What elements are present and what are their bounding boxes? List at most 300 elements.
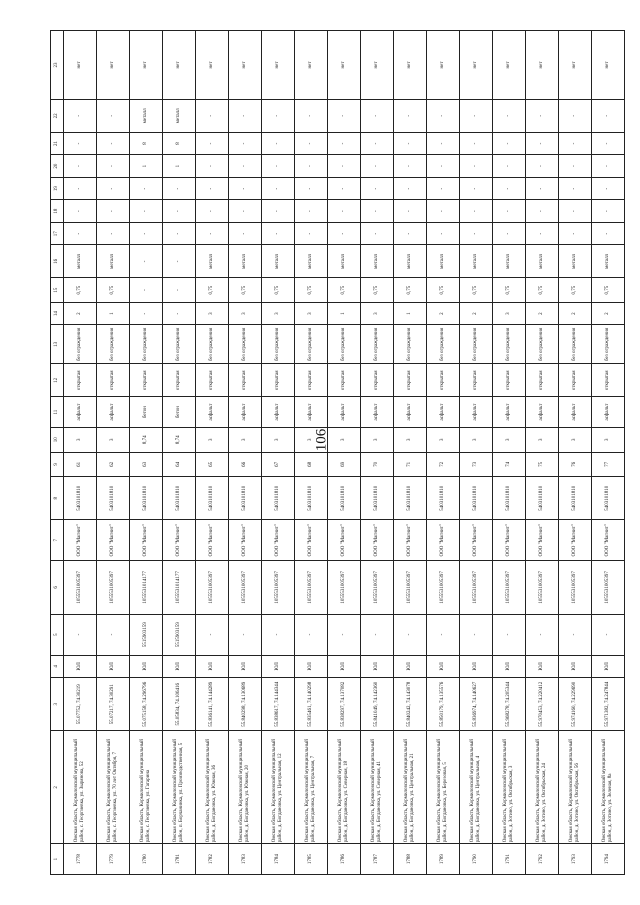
table-cell: без ограждения xyxy=(64,325,97,364)
table-cell: 1779 xyxy=(97,844,130,875)
table-cell: ЮЛ xyxy=(163,655,196,678)
table-cell: 2 xyxy=(64,302,97,325)
table-cell: металл xyxy=(163,99,196,132)
column-number-row xyxy=(51,31,64,875)
table-cell: 5403101810 xyxy=(592,477,625,520)
table-cell: - xyxy=(64,200,97,223)
column-number: 18 xyxy=(51,200,64,223)
table-cell: - xyxy=(427,614,460,655)
table-cell: без ограждения xyxy=(295,325,328,364)
table-cell: 63 xyxy=(130,452,163,477)
table-cell: асфальт xyxy=(592,397,625,428)
table-cell: - xyxy=(163,245,196,278)
table-cell: 0,75 xyxy=(64,278,97,303)
table-cell: 1780 xyxy=(130,844,163,875)
table-cell: асфальт xyxy=(295,397,328,428)
table-cell: открытая xyxy=(559,364,592,397)
table-cell: - xyxy=(229,155,262,178)
table-cell: асфальт xyxy=(229,397,262,428)
table-cell: открытая xyxy=(427,364,460,397)
table-cell: - xyxy=(262,200,295,223)
table-cell: - xyxy=(526,155,559,178)
table-cell: 1786 xyxy=(328,844,361,875)
table-cell: ООО "Магнит" xyxy=(559,520,592,561)
table-cell: асфальт xyxy=(526,397,559,428)
table-cell: нет xyxy=(361,31,394,100)
table-cell: 55.968278, 74.205344 xyxy=(493,678,526,731)
table-cell: 1055531005397 xyxy=(64,561,97,614)
table-cell: асфальт xyxy=(262,397,295,428)
table-cell: асфальт xyxy=(493,397,526,428)
table-cell: 62 xyxy=(97,452,130,477)
table-cell: - xyxy=(526,222,559,245)
table-cell: металл xyxy=(394,245,427,278)
table-cell: ЮЛ xyxy=(328,655,361,678)
address-cell: Омская область, Кормиловский муниципальный район, с. Георгиевка, ул. Гагарина xyxy=(130,731,163,844)
table-cell: металл xyxy=(427,245,460,278)
column-number: 9 xyxy=(51,452,64,477)
table-cell: без ограждения xyxy=(493,325,526,364)
address-cell: Омская область, Кормиловский муниципальный район, с. Георгиевка, ул. 70 лет Октября, 7 xyxy=(97,731,130,844)
table-row xyxy=(196,31,229,875)
table-cell: без ограждения xyxy=(592,325,625,364)
table-cell: открытая xyxy=(328,364,361,397)
table-cell: 1 xyxy=(394,302,427,325)
table-cell: асфальт xyxy=(394,397,427,428)
table-cell: 1055531005397 xyxy=(295,561,328,614)
table-cell: ЮЛ xyxy=(130,655,163,678)
column-number: 8 xyxy=(51,477,64,520)
table-cell: открытая xyxy=(163,364,196,397)
table-cell: 0,75 xyxy=(427,278,460,303)
table-cell: - xyxy=(196,614,229,655)
table-cell: 3 xyxy=(559,427,592,452)
table-cell: - xyxy=(361,614,394,655)
table-cell: - xyxy=(229,132,262,155)
table-cell: - xyxy=(295,614,328,655)
table-row xyxy=(394,31,427,875)
table-cell: ООО "Магнит" xyxy=(526,520,559,561)
table-cell: нет xyxy=(394,31,427,100)
table-cell: - xyxy=(229,614,262,655)
table-cell: - xyxy=(493,200,526,223)
table-cell: - xyxy=(559,222,592,245)
table-cell: открытая xyxy=(460,364,493,397)
table-cell: 5403101810 xyxy=(427,477,460,520)
table-cell: 65 xyxy=(196,452,229,477)
table-cell: - xyxy=(559,177,592,200)
table-cell: - xyxy=(361,99,394,132)
table-cell: металл xyxy=(328,245,361,278)
table-cell: 3 xyxy=(592,427,625,452)
table-cell: 1055531005397 xyxy=(361,561,394,614)
table-cell: - xyxy=(427,132,460,155)
table-cell: - xyxy=(361,132,394,155)
table-cell: ООО "Магнит" xyxy=(295,520,328,561)
table-cell: металл xyxy=(460,245,493,278)
table-cell: ООО "Магнит" xyxy=(130,520,163,561)
table-row xyxy=(262,31,295,875)
table-cell: - xyxy=(592,222,625,245)
table-cell: - xyxy=(262,132,295,155)
table-cell: 5403101810 xyxy=(262,477,295,520)
table-cell: 3 xyxy=(493,427,526,452)
table-cell: - xyxy=(328,132,361,155)
table-cell: ЮЛ xyxy=(229,655,262,678)
table-cell: - xyxy=(295,132,328,155)
table-cell: 0,75 xyxy=(229,278,262,303)
table-cell: металл xyxy=(196,245,229,278)
table-cell: - xyxy=(295,177,328,200)
column-number: 4 xyxy=(51,655,64,678)
table-cell: - xyxy=(460,99,493,132)
table-cell: 55.07217, 74.30291 xyxy=(97,678,130,731)
table-cell: нет xyxy=(328,31,361,100)
table-cell: - xyxy=(592,132,625,155)
table-cell: 0,75 xyxy=(526,278,559,303)
table-cell: 2 xyxy=(526,302,559,325)
table-cell: - xyxy=(328,99,361,132)
table-cell: 1055531005397 xyxy=(196,561,229,614)
table-cell: - xyxy=(229,200,262,223)
address-cell: Омская область, Кормиловский муниципальный район, д. Богдановка, ул. Северная, 18 xyxy=(328,731,361,844)
table-cell: - xyxy=(526,177,559,200)
table-cell: ООО "Магнит" xyxy=(328,520,361,561)
address-cell: Омская область, Кормиловский муниципальный район, д. Богдановка, ул. Южная, 36 xyxy=(196,731,229,844)
table-cell: 1787 xyxy=(361,844,394,875)
table-cell: без ограждения xyxy=(97,325,130,364)
table-cell: - xyxy=(394,222,427,245)
table-cell: - xyxy=(262,177,295,200)
table-row xyxy=(295,31,328,875)
table-cell: 5403101810 xyxy=(328,477,361,520)
table-cell: ЮЛ xyxy=(295,655,328,678)
table-cell: 55.07752, 74.30219 xyxy=(64,678,97,731)
table-cell: открытая xyxy=(262,364,295,397)
table-cell: металл xyxy=(526,245,559,278)
table-cell: 0,75 xyxy=(262,278,295,303)
table-cell: ЮЛ xyxy=(526,655,559,678)
address-cell: Омская область, Кормиловский муниципальный район, д. Богдановка, ул. Южная, 20 xyxy=(229,731,262,844)
table-cell: 3 xyxy=(262,427,295,452)
table-cell: - xyxy=(295,155,328,178)
table-cell: - xyxy=(196,99,229,132)
table-cell: - xyxy=(328,177,361,200)
table-cell: - xyxy=(163,302,196,325)
table-cell: нет xyxy=(130,31,163,100)
table-cell: 0,75 xyxy=(97,278,130,303)
table-cell: - xyxy=(592,155,625,178)
table-cell: металл xyxy=(295,245,328,278)
table-cell: ООО "Магнит" xyxy=(394,520,427,561)
table-cell: нет xyxy=(592,31,625,100)
column-number: 7 xyxy=(51,520,64,561)
table-cell: - xyxy=(295,99,328,132)
table-cell: 8,74 xyxy=(130,427,163,452)
table-cell: - xyxy=(328,222,361,245)
table-cell: 1055531005397 xyxy=(229,561,262,614)
table-cell: 3 xyxy=(394,427,427,452)
table-row xyxy=(559,31,592,875)
table-cell: - xyxy=(262,99,295,132)
column-number: 10 xyxy=(51,427,64,452)
table-cell: 69 xyxy=(328,452,361,477)
table-cell: металл xyxy=(64,245,97,278)
table-cell: - xyxy=(163,278,196,303)
table-cell: 1783 xyxy=(229,844,262,875)
table-row xyxy=(97,31,130,875)
table-cell: ООО "Магнит" xyxy=(163,520,196,561)
table-cell: - xyxy=(493,177,526,200)
column-number: 2 xyxy=(51,731,64,844)
table-cell: - xyxy=(328,614,361,655)
table-cell: 55.836974, 74.140627 xyxy=(460,678,493,731)
table-cell: 3 xyxy=(229,302,262,325)
table-cell: - xyxy=(460,200,493,223)
table-cell: 5403101810 xyxy=(460,477,493,520)
table-cell: 0,75 xyxy=(328,278,361,303)
address-cell: Омская область, Кормиловский муниципальный район, д. Богдановка, ул. Центральная, 4 xyxy=(460,731,493,844)
table-cell: 2 xyxy=(559,302,592,325)
table-cell: - xyxy=(460,132,493,155)
column-number: 15 xyxy=(51,278,64,303)
table-cell: - xyxy=(328,155,361,178)
table-cell: - xyxy=(559,132,592,155)
table-cell: 1784 xyxy=(262,844,295,875)
table-cell: ЮЛ xyxy=(262,655,295,678)
table-cell: 3 xyxy=(427,427,460,452)
table-cell: 1785 xyxy=(295,844,328,875)
table-cell: 1 xyxy=(328,302,361,325)
table-cell: ЮЛ xyxy=(361,655,394,678)
table-cell: - xyxy=(427,99,460,132)
table-cell: - xyxy=(262,614,295,655)
table-cell: 3 xyxy=(97,427,130,452)
table-row xyxy=(526,31,559,875)
table-cell: - xyxy=(493,99,526,132)
table-cell: без ограждения xyxy=(559,325,592,364)
table-cell: нет xyxy=(427,31,460,100)
table-cell: открытая xyxy=(526,364,559,397)
column-number: 16 xyxy=(51,245,64,278)
table-cell: ЮЛ xyxy=(196,655,229,678)
table-cell: - xyxy=(394,132,427,155)
table-row xyxy=(328,31,361,875)
table-cell: - xyxy=(97,222,130,245)
table-cell: ООО "Магнит" xyxy=(196,520,229,561)
table-cell: 5403101810 xyxy=(97,477,130,520)
table-cell: 1055531005397 xyxy=(526,561,559,614)
table-cell: без ограждения xyxy=(460,325,493,364)
table-cell: 76 xyxy=(559,452,592,477)
table-cell: 2 xyxy=(592,302,625,325)
table-cell: - xyxy=(361,177,394,200)
table-cell: без ограждения xyxy=(394,325,427,364)
table-cell: 3 xyxy=(328,427,361,452)
table-cell: - xyxy=(130,177,163,200)
address-cell: Омская область, Кормиловский муниципальный район, п. Борчанинка, ул. Производственная, 5 xyxy=(163,731,196,844)
table-cell: - xyxy=(493,155,526,178)
table-cell: 55.850179, 74.135576 xyxy=(427,678,460,731)
table-cell: асфальт xyxy=(64,397,97,428)
table-cell: асфальт xyxy=(97,397,130,428)
table-cell: 74 xyxy=(493,452,526,477)
table-cell: - xyxy=(196,200,229,223)
table-cell: - xyxy=(196,177,229,200)
table-row xyxy=(163,31,196,875)
table-cell: - xyxy=(526,200,559,223)
table-cell: открытая xyxy=(394,364,427,397)
table-cell: - xyxy=(592,177,625,200)
table-cell: - xyxy=(559,614,592,655)
table-cell: - xyxy=(196,132,229,155)
column-number: 13 xyxy=(51,325,64,364)
table-cell: 1055531005397 xyxy=(328,561,361,614)
table-cell: открытая xyxy=(229,364,262,397)
table-cell: 3 xyxy=(493,302,526,325)
table-cell: - xyxy=(361,200,394,223)
table-cell: - xyxy=(493,614,526,655)
table-cell: без ограждения xyxy=(361,325,394,364)
table-cell: - xyxy=(592,99,625,132)
table-cell: 1778 xyxy=(64,844,97,875)
address-cell: Омская область, Кормиловский муниципальный район, д. Зотино, ул. Октябрьская, 24 xyxy=(526,731,559,844)
table-cell: ООО "Магнит" xyxy=(64,520,97,561)
table-row xyxy=(229,31,262,875)
table-cell: 1055531005397 xyxy=(592,561,625,614)
table-cell: без ограждения xyxy=(328,325,361,364)
column-number: 3 xyxy=(51,678,64,731)
table-cell: - xyxy=(394,99,427,132)
table-row xyxy=(592,31,625,875)
table-cell: без ограждения xyxy=(526,325,559,364)
table-cell: 1789 xyxy=(427,844,460,875)
table-cell: - xyxy=(526,614,559,655)
table-cell: 5403101810 xyxy=(64,477,97,520)
table-cell: 5403101810 xyxy=(493,477,526,520)
address-cell: Омская область, Кормиловский муниципальный район, д. Зотино, ул. Октябрьская, 56 xyxy=(559,731,592,844)
table-cell: ООО "Магнит" xyxy=(361,520,394,561)
table-cell: 55.836141, 74.144289 xyxy=(196,678,229,731)
table-cell: - xyxy=(427,200,460,223)
table-cell: - xyxy=(97,155,130,178)
table-cell: асфальт xyxy=(460,397,493,428)
table-cell: нет xyxy=(229,31,262,100)
table-cell: - xyxy=(295,200,328,223)
table-cell: 1055531014177 xyxy=(163,561,196,614)
column-number: 1 xyxy=(51,844,64,875)
table-cell: бетон xyxy=(130,397,163,428)
table-cell: 3 xyxy=(460,427,493,452)
table-cell: - xyxy=(295,222,328,245)
table-cell: ЮЛ xyxy=(592,655,625,678)
table-cell: 64 xyxy=(163,452,196,477)
table-cell: - xyxy=(460,614,493,655)
column-number: 6 xyxy=(51,561,64,614)
table-frame xyxy=(50,30,613,875)
table-cell: - xyxy=(64,155,97,178)
table-cell: - xyxy=(64,132,97,155)
table-cell: ЮЛ xyxy=(97,655,130,678)
table-cell: - xyxy=(460,155,493,178)
table-cell: асфальт xyxy=(559,397,592,428)
table-cell: - xyxy=(394,177,427,200)
table-cell: 77 xyxy=(592,452,625,477)
table-cell: 1055531005397 xyxy=(427,561,460,614)
table-cell: - xyxy=(427,177,460,200)
table-cell: 55.835461, 74.140298 xyxy=(295,678,328,731)
table-cell: открытая xyxy=(64,364,97,397)
table-cell: 0,75 xyxy=(460,278,493,303)
table-cell: - xyxy=(64,177,97,200)
table-cell: 0,75 xyxy=(394,278,427,303)
table-cell: 0,75 xyxy=(295,278,328,303)
table-cell: асфальт xyxy=(328,397,361,428)
table-cell: 3 xyxy=(262,302,295,325)
table-cell: 55.075158, 74.296796 xyxy=(130,678,163,731)
table-cell: 1 xyxy=(130,155,163,178)
table-cell: ЮЛ xyxy=(64,655,97,678)
table-cell: ЮЛ xyxy=(427,655,460,678)
table-cell: нет xyxy=(295,31,328,100)
table-cell: 1790 xyxy=(460,844,493,875)
table-cell: без ограждения xyxy=(130,325,163,364)
address-cell: Омская область, Кормиловский муниципальный район, д. Зотино, ул. Зеленая, 8а xyxy=(592,731,625,844)
table-cell: 8 xyxy=(163,132,196,155)
table-body xyxy=(64,31,625,875)
table-row xyxy=(64,31,97,875)
table-cell: 55.971382, 74.247844 xyxy=(592,678,625,731)
column-number: 14 xyxy=(51,302,64,325)
table-cell: 5403101810 xyxy=(361,477,394,520)
table-cell: - xyxy=(394,200,427,223)
table-cell: 0,75 xyxy=(196,278,229,303)
column-number: 17 xyxy=(51,222,64,245)
table-cell: 55.838297, 74.137082 xyxy=(328,678,361,731)
table-cell: 5403101810 xyxy=(196,477,229,520)
table-cell: 0,75 xyxy=(592,278,625,303)
table-cell: 73 xyxy=(460,452,493,477)
table-cell: 75 xyxy=(526,452,559,477)
table-cell: - xyxy=(427,222,460,245)
table-cell: 8 xyxy=(130,132,163,155)
table-cell: 3 xyxy=(361,302,394,325)
table-cell: - xyxy=(130,302,163,325)
table-cell: ЮЛ xyxy=(559,655,592,678)
table-cell: 1055531005397 xyxy=(493,561,526,614)
address-cell: Омская область, Кормиловский муниципальный район, д. Зотино, ул. Октябрьская, 3 xyxy=(493,731,526,844)
table-cell: 55.838617, 74.144344 xyxy=(262,678,295,731)
table-cell: металл xyxy=(493,245,526,278)
table-cell: металл xyxy=(262,245,295,278)
table-cell: 66 xyxy=(229,452,262,477)
table-cell: - xyxy=(262,222,295,245)
table-cell: - xyxy=(361,155,394,178)
table-cell: - xyxy=(526,99,559,132)
table-cell: - xyxy=(64,222,97,245)
table-cell: 2 xyxy=(427,302,460,325)
table-cell: - xyxy=(559,200,592,223)
table-cell: бетон xyxy=(163,397,196,428)
table-cell: - xyxy=(97,177,130,200)
column-number: 20 xyxy=(51,155,64,178)
table-cell: - xyxy=(229,99,262,132)
table-cell: 0,75 xyxy=(493,278,526,303)
table-cell: асфальт xyxy=(427,397,460,428)
table-cell: 8,74 xyxy=(163,427,196,452)
table-cell: нет xyxy=(262,31,295,100)
table-cell: без ограждения xyxy=(196,325,229,364)
